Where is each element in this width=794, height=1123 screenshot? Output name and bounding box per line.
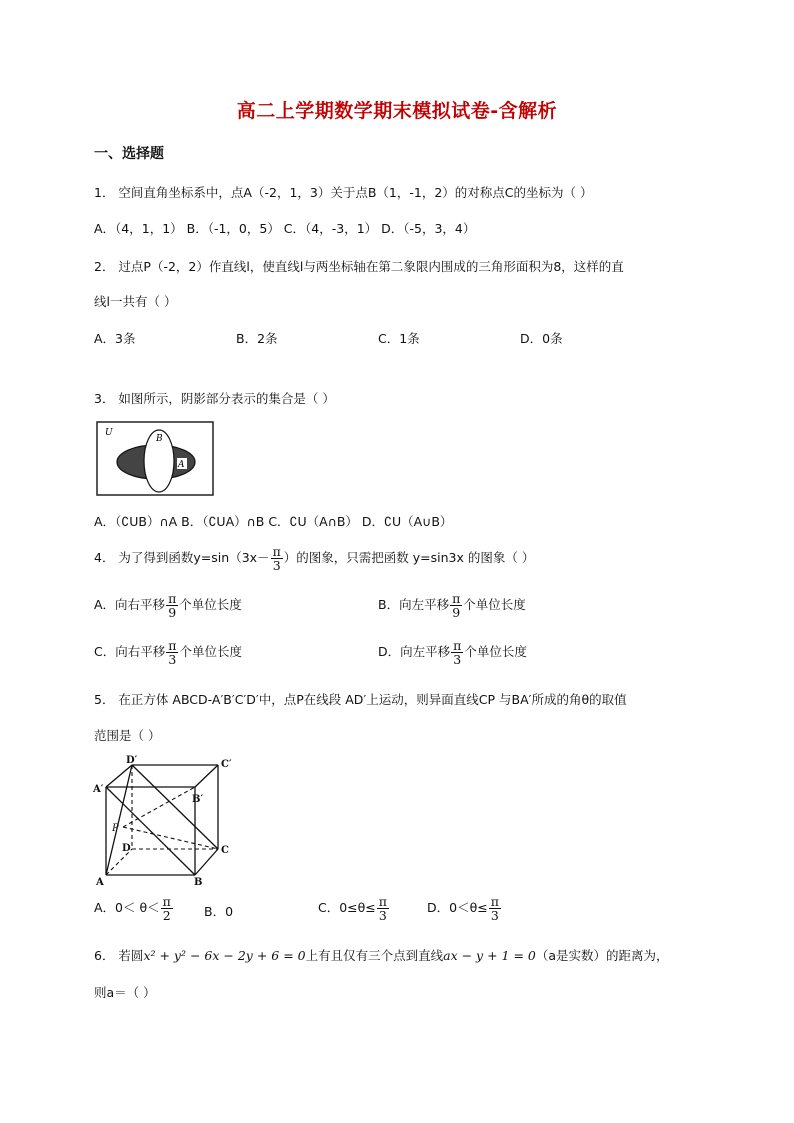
question-4-stem-suffix: ）的图象，只需把函数 y=sin3x 的图象（ ）	[283, 550, 535, 565]
fraction-pi-over-3: $\frac{\pi}{3}$	[272, 544, 281, 573]
vertex-label-dp: D′	[126, 755, 138, 766]
fraction-pi-over-9: $\frac{\pi}{9}$	[168, 591, 177, 620]
segment-adp	[106, 765, 132, 875]
vertex-label-ap: A′	[93, 784, 104, 795]
question-5-option-c: C．0≤θ≤ $\frac{\pi}{3}$	[318, 894, 387, 923]
question-6-stem-line2: 则a＝（ ）	[94, 985, 156, 1000]
question-4-stem-prefix: 4． 为了得到函数y=sin（3x－	[94, 550, 270, 565]
hidden-segment-pc	[123, 827, 218, 849]
question-2-stem-line2: 线l一共有（ ）	[94, 294, 177, 309]
question-1-stem: 1． 空间直角坐标系中，点A（-2，1，3）关于点B（1，-1，2）的对称点C的坐标为（ ）	[94, 185, 593, 200]
fraction-pi-over-3: $\frac{\pi}{3}$	[453, 638, 462, 667]
fraction-pi-over-2: $\frac{\pi}{2}$	[162, 894, 171, 923]
edge-bc	[195, 849, 218, 875]
vertex-label-bp: B′	[192, 794, 204, 805]
question-6-stem-line1: 6． 若圆x² + y² − 6x − 2y + 6 = 0上有且仅有三个点到直线ax − y + 1 = 0（a是实数）的距离为，	[94, 948, 669, 963]
question-5-option-a: A．0＜ θ＜ $\frac{\pi}{2}$	[94, 894, 171, 923]
venn-label-a: A	[178, 460, 185, 470]
question-4-option-c: C．向右平移 $\frac{\pi}{3}$ 个单位长度	[94, 638, 242, 667]
venn-label-u: U	[105, 428, 113, 438]
hidden-segment-pbp	[123, 787, 195, 827]
vertex-label-a: A	[96, 877, 104, 888]
question-5-option-d: D．0＜θ≤ $\frac{\pi}{3}$	[427, 894, 499, 923]
fraction-pi-over-3: $\frac{\pi}{3}$	[490, 894, 499, 923]
venn-label-b: B	[156, 434, 163, 444]
question-5-option-b: B．0	[204, 904, 234, 919]
question-2-stem-line1: 2． 过点P（-2，2）作直线l，使直线l与两坐标轴在第二象限内围成的三角形面积为8，这样的直	[94, 259, 624, 274]
edge-bpcp	[195, 765, 218, 787]
question-4-option-a: A．向右平移 $\frac{\pi}{9}$ 个单位长度	[94, 591, 242, 620]
question-2-option-b: B．2条	[236, 331, 278, 346]
circle-equation: x² + y² − 6x − 2y + 6 = 0	[143, 948, 306, 963]
line-equation: ax − y + 1 = 0	[443, 948, 536, 963]
question-2-option-a: A．3条	[94, 331, 136, 346]
question-4-option-b: B．向左平移 $\frac{\pi}{9}$ 个单位长度	[378, 591, 526, 620]
question-3-options: A．（∁UB）∩A B．（∁UA）∩B C．∁U（A∩B） D．∁U（A∪B）	[94, 514, 453, 529]
page-title: 高二上学期数学期末模拟试卷-含解析	[236, 100, 558, 122]
point-label-p: P	[112, 823, 119, 834]
question-5-stem-line1: 5． 在正方体 ABCD-A′B′C′D′中，点P在线段 AD′上运动，则异面直线CP 与BA′所成的角θ的取值	[94, 692, 627, 707]
vertex-label-b: B	[194, 877, 203, 888]
fraction-pi-over-3: $\frac{\pi}{3}$	[378, 894, 387, 923]
question-3-stem: 3． 如图所示，阴影部分表示的集合是（ ）	[94, 391, 335, 406]
vertex-label-c: C	[221, 845, 229, 856]
question-4-stem	[94, 545, 534, 572]
section-heading: 一、选择题	[94, 146, 164, 162]
venn-diagram	[96, 421, 216, 497]
question-2-option-c: C．1条	[378, 331, 420, 346]
fraction-pi-over-9: $\frac{\pi}{9}$	[452, 591, 461, 620]
question-5-stem-line2: 范围是（ ）	[94, 728, 161, 743]
segment-apb	[106, 787, 195, 875]
question-4-option-d: D．向左平移 $\frac{\pi}{3}$ 个单位长度	[378, 638, 527, 667]
question-1-options: A．（4，1，1） B．（-1，0，5） C．（4，-3，1） D．（-5，3，4）	[94, 221, 476, 236]
question-2-option-d: D．0条	[520, 331, 563, 346]
vertex-label-d: D	[122, 843, 131, 854]
cube-figure	[90, 755, 240, 890]
fraction-pi-over-3: $\frac{\pi}{3}$	[168, 638, 177, 667]
vertex-label-cp: C′	[221, 759, 232, 770]
